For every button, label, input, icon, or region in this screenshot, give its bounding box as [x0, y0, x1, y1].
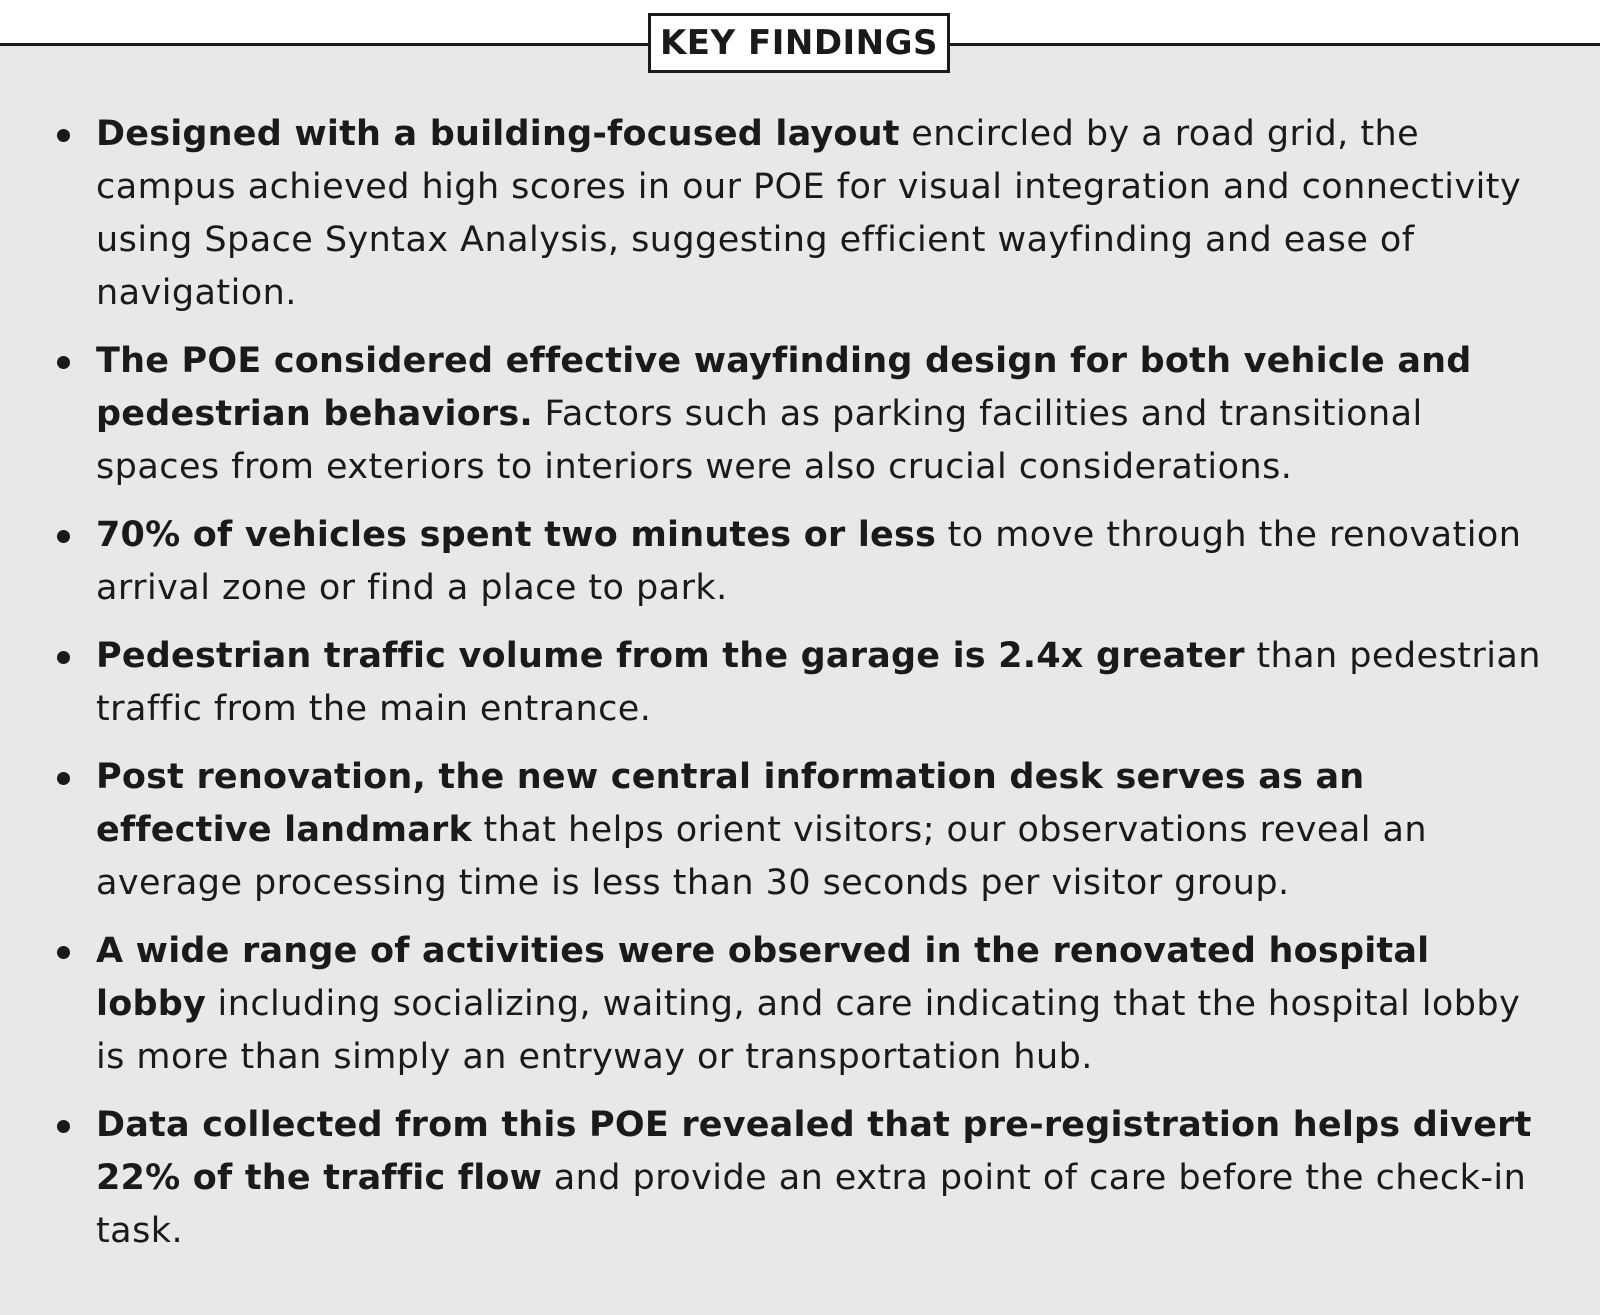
- finding-lead: Pedestrian traffic volume from the garage is 2.4x greater: [96, 636, 1245, 676]
- finding-item: [0, 1099, 1600, 1258]
- finding-lead: Post renovation, the new central information desk serves as an effective landmark: [96, 757, 1365, 850]
- bullet-icon: [57, 129, 70, 142]
- finding-item: [0, 630, 1600, 736]
- finding-text: to move through the renovation arrival zone or find a place to park.: [96, 515, 1522, 608]
- finding-text: including socializing, waiting, and care indicating that the hospital lobby is more than simply an entryway or transportation hub.: [96, 984, 1521, 1077]
- key-findings-title: KEY FINDINGS: [648, 13, 950, 73]
- finding-text: encircled by a road grid, the campus achieved high scores in our POE for visual integration and connectivity using Space Syntax Analysis, suggesting efficient wayfinding and ease of navigation.: [96, 114, 1522, 313]
- finding-item: [0, 751, 1600, 910]
- finding-text: than pedestrian traffic from the main entrance.: [96, 636, 1541, 729]
- finding-text: that helps orient visitors; our observations reveal an average processing time is less than 30 seconds per visitor group.: [96, 810, 1428, 903]
- finding-item: [0, 108, 1600, 320]
- finding-lead: Designed with a building-focused layout: [96, 114, 900, 154]
- finding-lead: The POE considered effective wayfinding design for both vehicle and pedestrian behaviors.: [96, 341, 1472, 434]
- bullet-icon: [57, 356, 70, 369]
- finding-text: Factors such as parking facilities and transitional spaces from exteriors to interiors were also crucial considerations.: [96, 394, 1423, 487]
- findings-list: [0, 108, 1600, 1273]
- finding-lead: Data collected from this POE revealed that pre-registration helps divert 22% of the traffic flow: [96, 1105, 1532, 1198]
- finding-item: [0, 509, 1600, 615]
- bullet-icon: [57, 1120, 70, 1133]
- bullet-icon: [57, 651, 70, 664]
- finding-item: [0, 925, 1600, 1084]
- finding-lead: A wide range of activities were observed in the renovated hospital lobby: [96, 931, 1430, 1024]
- finding-lead: 70% of vehicles spent two minutes or less: [96, 515, 937, 555]
- finding-text: and provide an extra point of care before the check-in task.: [96, 1158, 1527, 1251]
- finding-item: [0, 335, 1600, 494]
- bullet-icon: [57, 772, 70, 785]
- bullet-icon: [57, 946, 70, 959]
- bullet-icon: [57, 530, 70, 543]
